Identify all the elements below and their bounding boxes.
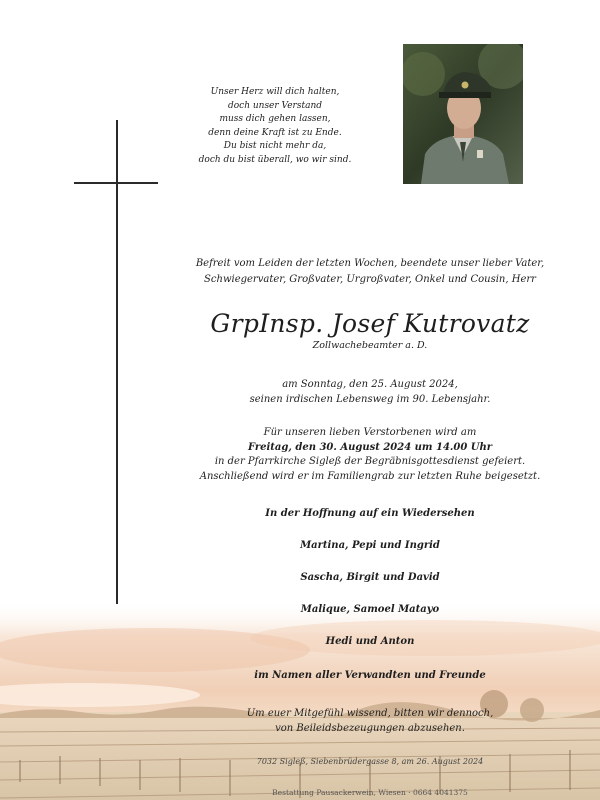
funeral-line: in der Pfarrkirche Sigleß der Begräbnisgottesdienst gefeiert. bbox=[214, 456, 526, 467]
poem-line: denn deine Kraft ist zu Ende. bbox=[208, 127, 342, 138]
vineyard-background-image bbox=[0, 600, 600, 800]
death-line: am Sonntag, den 25. August 2024, bbox=[282, 379, 458, 390]
funeral-date: Freitag, den 30. August 2024 um 14.00 Uhr bbox=[247, 441, 493, 453]
poem-line: doch du bist überall, wo wir sind. bbox=[198, 154, 352, 165]
mourners-line: Hedi und Anton bbox=[325, 636, 415, 647]
poem bbox=[180, 86, 370, 167]
place-and-date: 7032 Sigleß, Siebenbrüdergasse 8, am 26. August 2024 bbox=[256, 757, 484, 766]
poem-line: Unser Herz will dich halten, bbox=[210, 87, 340, 97]
funeral-info bbox=[170, 426, 570, 484]
portrait-photo bbox=[403, 44, 523, 184]
poem-line: muss dich gehen lassen, bbox=[219, 114, 331, 124]
death-line: seinen irdischen Lebensweg im 90. Lebensjahr. bbox=[249, 394, 491, 405]
intro-line: Befreit vom Leiden der letzten Wochen, beendete unser lieber Vater, bbox=[195, 258, 545, 269]
closing-request bbox=[170, 706, 570, 736]
mourners-line: im Namen aller Verwandten und Freunde bbox=[254, 670, 486, 681]
deceased-name: GrpInsp. Josef Kutrovatz bbox=[210, 309, 530, 338]
funeral-line: Anschließend wird er im Familiengrab zur letzten Ruhe beigesetzt. bbox=[199, 470, 541, 482]
closing-line: Um euer Mitgefühl wissend, bitten wir dennoch, bbox=[246, 708, 494, 719]
mourners-line: Martina, Pepi und Ingrid bbox=[300, 540, 440, 551]
death-notice bbox=[170, 377, 570, 407]
funeral-line: Für unseren lieben Verstorbenen wird am bbox=[263, 427, 477, 438]
intro-text bbox=[170, 256, 570, 287]
undertaker-info: Bestattung Pausackerwein, Wiesen · 0664 4041375 bbox=[272, 788, 468, 797]
cross-horizontal-line bbox=[74, 182, 158, 184]
poem-line: Du bist nicht mehr da, bbox=[223, 141, 327, 151]
intro-line: Schwiegervater, Großvater, Urgroßvater, Onkel und Cousin, Herr bbox=[204, 273, 536, 285]
deceased-title: Zollwachebeamter a. D. bbox=[312, 340, 428, 351]
mourners-line: Sascha, Birgit und David bbox=[300, 572, 440, 583]
closing-line: von Beileidsbezeugungen abzusehen. bbox=[275, 723, 465, 734]
mourners-line: In der Hoffnung auf ein Wiedersehen bbox=[265, 508, 475, 519]
mourners-line: Malique, Samoel Matayo bbox=[300, 604, 440, 615]
poem-line: doch unser Verstand bbox=[227, 100, 323, 111]
cross-vertical-line bbox=[116, 120, 118, 604]
